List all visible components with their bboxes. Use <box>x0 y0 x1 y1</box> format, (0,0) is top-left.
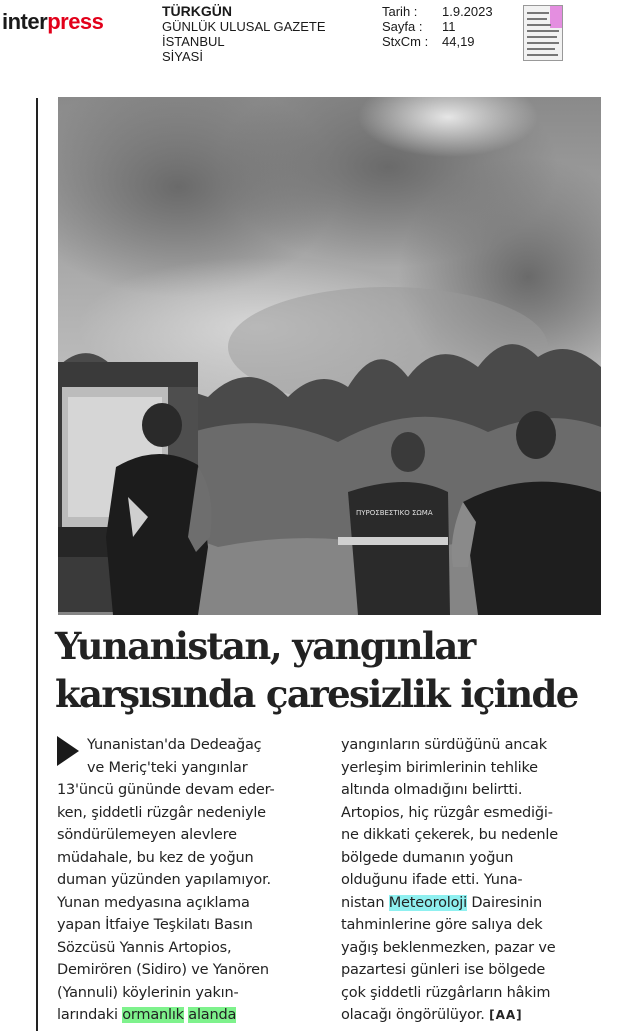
body-line: söndürülemeyen alevlere <box>57 827 237 843</box>
publication-type: GÜNLÜK ULUSAL GAZETE <box>162 19 326 34</box>
body-line: ve Meriç'teki yangınlar <box>87 759 248 776</box>
body-line: Yunan medyasına açıklama <box>57 894 250 911</box>
stxcm-label: StxCm : <box>382 34 429 49</box>
body-line: altında olmadığını belirtti. <box>341 782 523 798</box>
body-line: nistan Meteoroloji Dairesinin <box>341 894 542 911</box>
headline-line: Yunanistan, yangınlar <box>55 624 475 668</box>
publication-section: SİYASİ <box>162 49 203 64</box>
publication-city: İSTANBUL <box>162 34 225 49</box>
body-line: Demirören (Sidiro) ve Yanören <box>57 962 269 978</box>
body-line: yangınların sürdüğünü ancak <box>341 737 547 753</box>
body-line: Yunanistan'da Dedeağaç <box>87 737 262 753</box>
news-agency-credit: [AA] <box>489 1008 523 1022</box>
body-line: ne dikkati çekerek, bu nedenle <box>341 827 558 843</box>
interpress-logo: interpress <box>2 9 104 34</box>
body-line: Sözcüsü Yannis Artopios, <box>57 939 232 956</box>
keyword-highlight: alanda <box>188 1007 237 1023</box>
page-label: Sayfa : <box>382 19 423 34</box>
body-line: pazartesi günleri ise bölgede <box>341 962 546 978</box>
body-line: (Yannuli) köylerinin yakın- <box>57 984 239 1001</box>
body-line: yerleşim birimlerinin tehlike <box>341 759 538 776</box>
stxcm-value: 44,19 <box>442 34 475 49</box>
article-headline <box>55 622 615 718</box>
body-line: tahminlerine göre salıya dek <box>341 917 543 933</box>
date-value: 1.9.2023 <box>442 4 493 19</box>
publication-name: TÜRKGÜN <box>162 3 232 19</box>
publication-info <box>162 4 326 64</box>
body-line: müdahale, bu kez de yoğun <box>57 849 254 866</box>
body-line: Artopios, hiç rüzgâr esmediği- <box>341 804 553 821</box>
body-line: bölgede dumanın yoğun <box>341 849 514 866</box>
keyword-highlight: Meteoroloji <box>388 894 467 911</box>
lead-arrow-icon <box>57 736 79 766</box>
keyword-highlight: ormanlık <box>122 1007 184 1023</box>
body-line: ken, şiddetli rüzgâr nedeniyle <box>57 804 266 821</box>
body-line: larındaki ormanlık alanda <box>57 1007 237 1023</box>
headline-line: karşısında çaresizlik içinde <box>55 672 578 716</box>
body-line: çok şiddetli rüzgârların hâkim <box>341 984 551 1001</box>
body-line: yapan İtfaiye Teşkilatı Basın <box>57 917 253 933</box>
body-line: yağış beklenmezken, pazar ve <box>341 939 556 956</box>
page-value: 11 <box>442 19 456 34</box>
vest-text: ΠΥΡΟΣΒΕΣΤΙΚΟ ΣΩΜΑ <box>356 509 433 517</box>
body-line: olacağı öngörülüyor. [AA] <box>341 1007 523 1023</box>
left-column-rule <box>36 98 38 1031</box>
article-column-1 <box>57 734 319 1027</box>
body-line: olduğunu ifade etti. Yuna- <box>341 872 523 888</box>
page-thumbnail[interactable] <box>523 5 563 61</box>
body-line: duman yüzünden yapılamıyor. <box>57 872 271 888</box>
wildfire-photo <box>58 97 601 615</box>
date-label: Tarih : <box>382 4 418 19</box>
clipping-meta <box>382 4 493 49</box>
body-line: 13'üncü gününde devam eder- <box>57 782 275 798</box>
article-column-2 <box>341 734 603 1027</box>
